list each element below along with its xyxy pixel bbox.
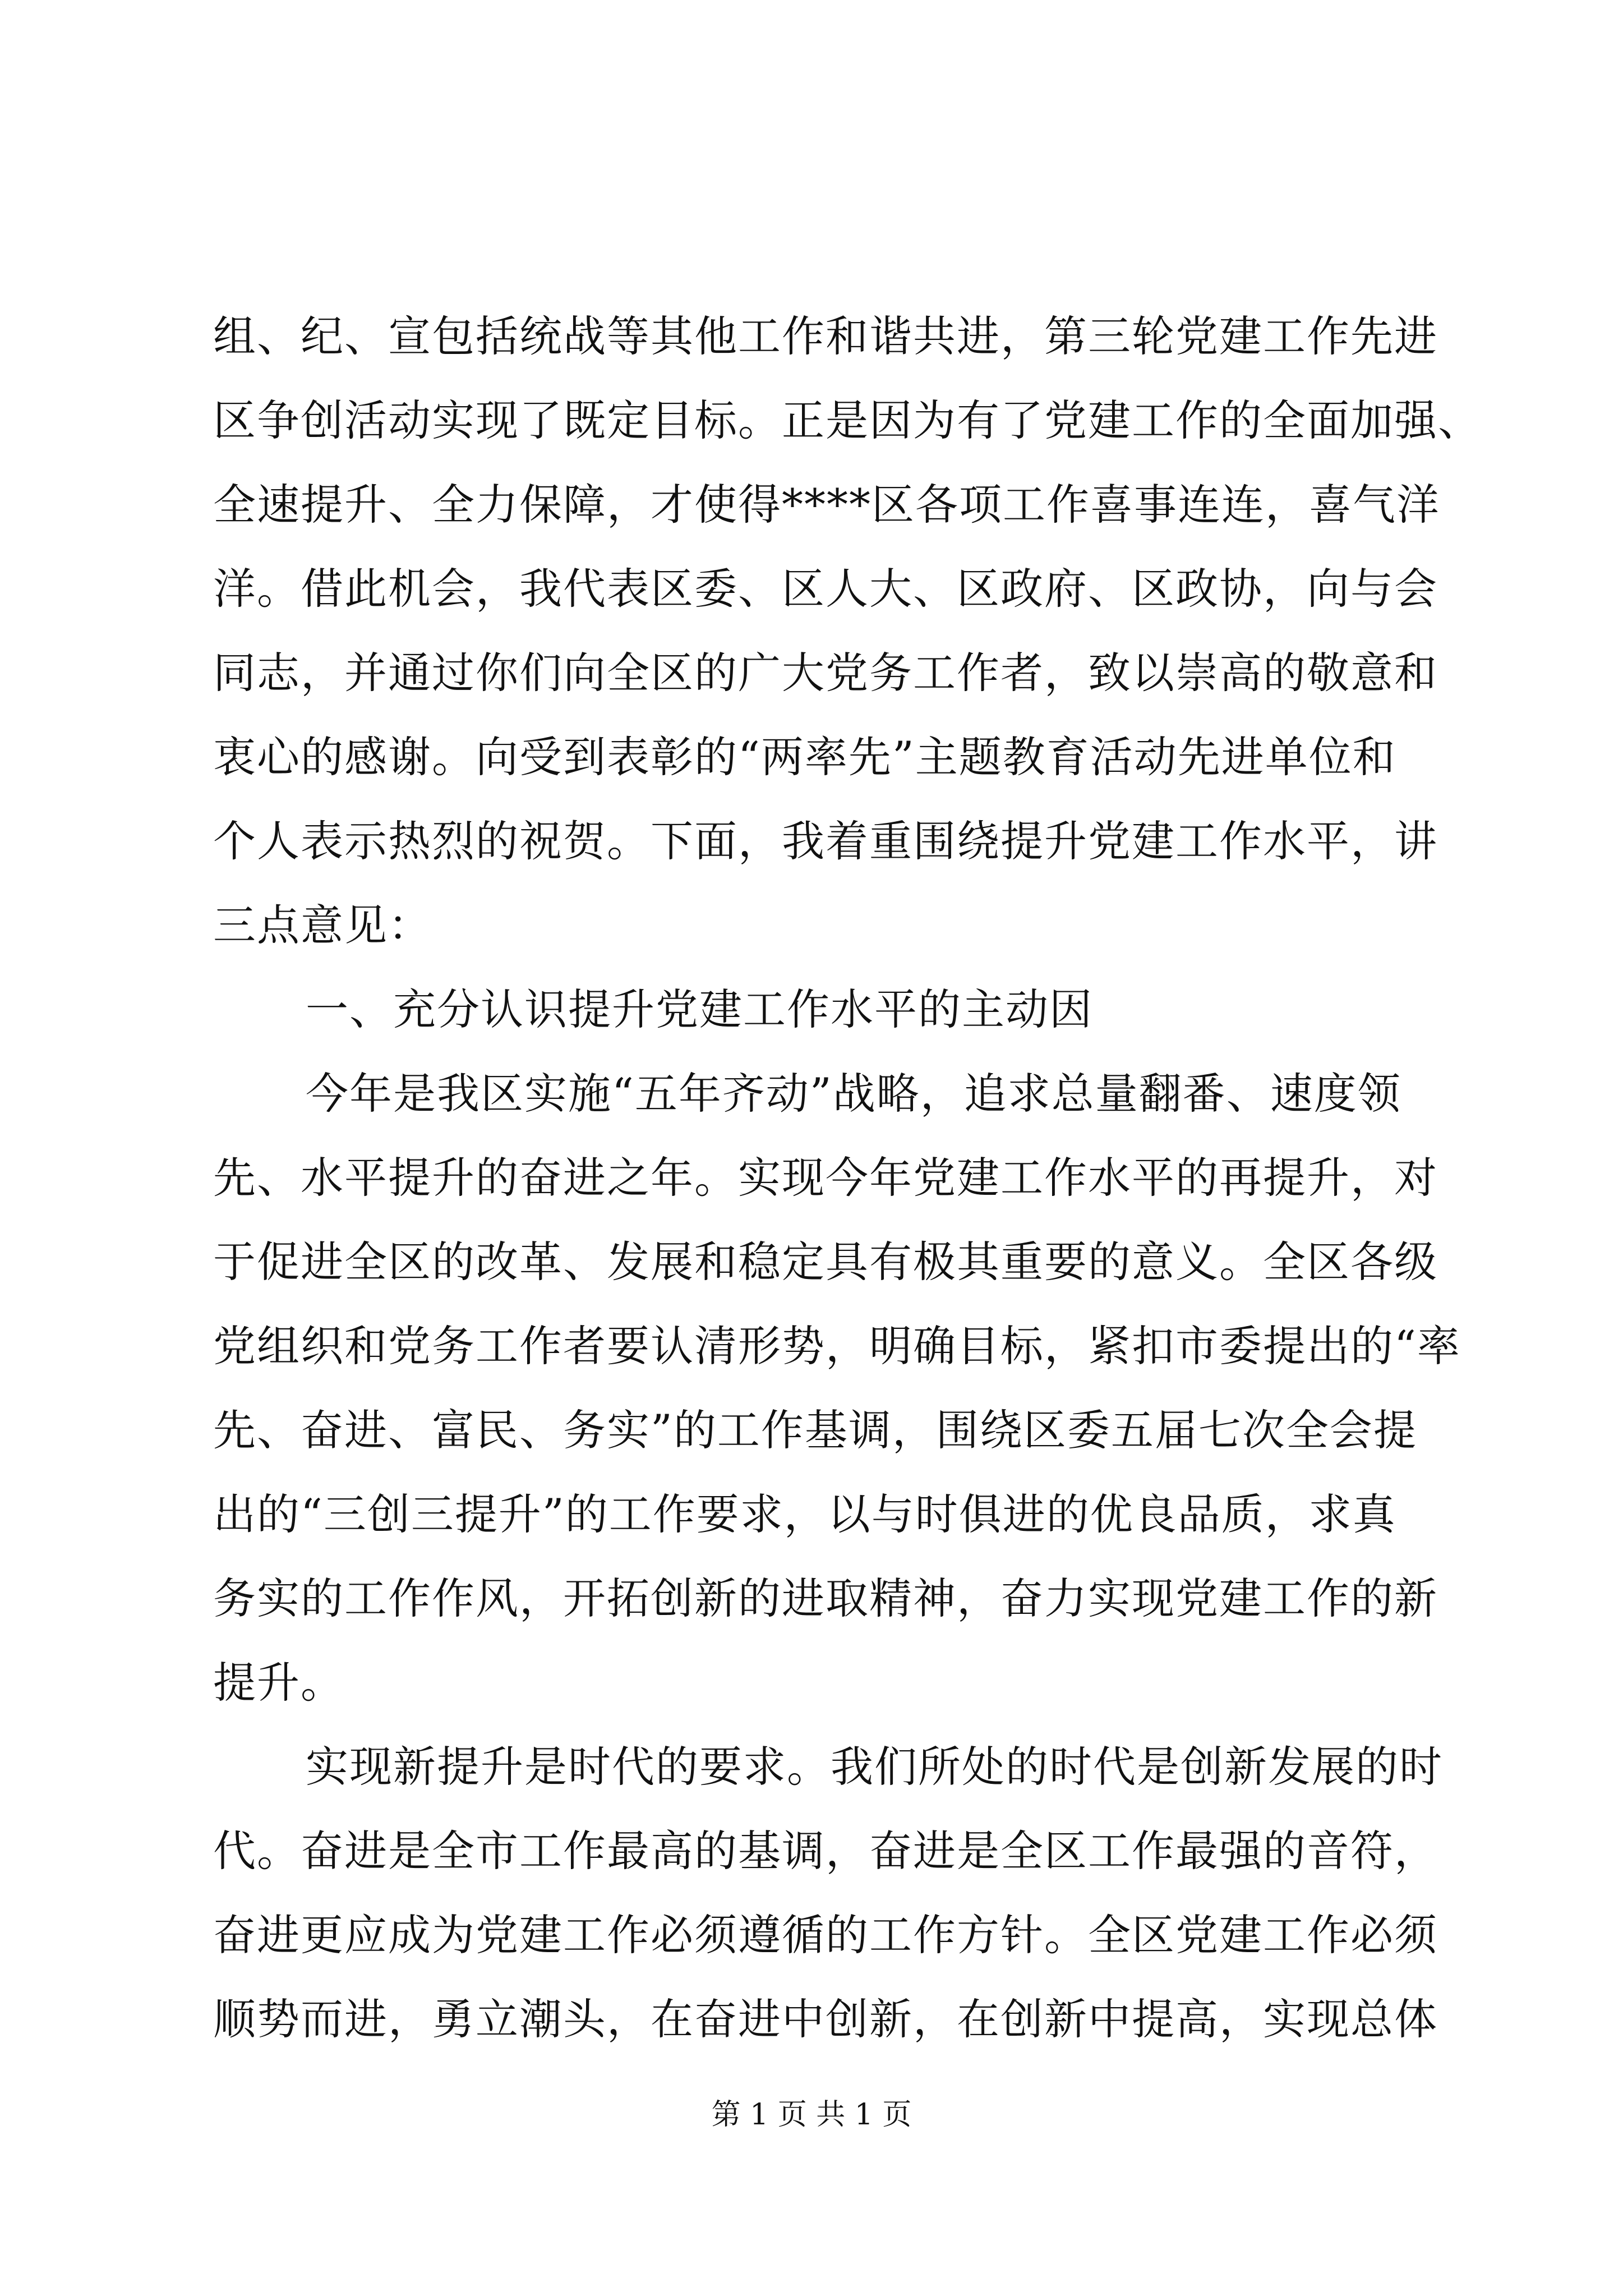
text-line: 出的“三创三提升”的工作要求，以与时俱进的优良品质，求真: [213, 1489, 1396, 1539]
text-line: 衷心的感谢。向受到表彰的“两率先”主题教育活动先进单位和: [213, 732, 1396, 782]
text-line: 三点意见：: [213, 900, 432, 950]
text-line: 实现新提升是时代的要求。我们所处的时代是创新发展的时: [306, 1742, 1443, 1792]
section-heading: 一、充分认识提升党建工作水平的主动因: [306, 984, 1093, 1034]
text-line: 顺势而进，勇立潮头，在奋进中创新，在创新中提高，实现总体: [213, 1994, 1438, 2044]
text-line: 洋。借此机会，我代表区委、区人大、区政府、区政协，向与会: [213, 564, 1438, 614]
text-line: 组、纪、宣包括统战等其他工作和谐共进，第三轮党建工作先进: [213, 311, 1438, 361]
text-line: 代。奋进是全市工作最高的基调，奋进是全区工作最强的音符，: [213, 1826, 1438, 1876]
text-line: 今年是我区实施“五年齐动”战略，追求总量翻番、速度领: [306, 1069, 1401, 1119]
text-line: 先、水平提升的奋进之年。实现今年党建工作水平的再提升，对: [213, 1153, 1438, 1203]
text-line: 个人表示热烈的祝贺。下面，我着重围绕提升党建工作水平，讲: [213, 816, 1438, 866]
text-line: 奋进更应成为党建工作必须遵循的工作方针。全区党建工作必须: [213, 1910, 1438, 1960]
text-line: 提升。: [213, 1658, 344, 1708]
text-line: 区争创活动实现了既定目标。正是因为有了党建工作的全面加强、: [213, 395, 1482, 445]
text-line: 党组织和党务工作者要认清形势，明确目标，紧扣市委提出的“率: [213, 1321, 1461, 1371]
text-line: 先、奋进、富民、务实”的工作基调，围绕区委五届七次全会提: [213, 1405, 1417, 1455]
page-number-footer: 第 1 页 共 1 页: [711, 2098, 912, 2132]
text-line: 同志，并通过你们向全区的广大党务工作者，致以崇高的敬意和: [213, 648, 1438, 698]
text-line: 于促进全区的改革、发展和稳定具有极其重要的意义。全区各级: [213, 1237, 1438, 1287]
text-line: 全速提升、全力保障，才使得****区各项工作喜事连连，喜气洋: [213, 480, 1440, 530]
text-line: 务实的工作作风，开拓创新的进取精神，奋力实现党建工作的新: [213, 1573, 1438, 1623]
